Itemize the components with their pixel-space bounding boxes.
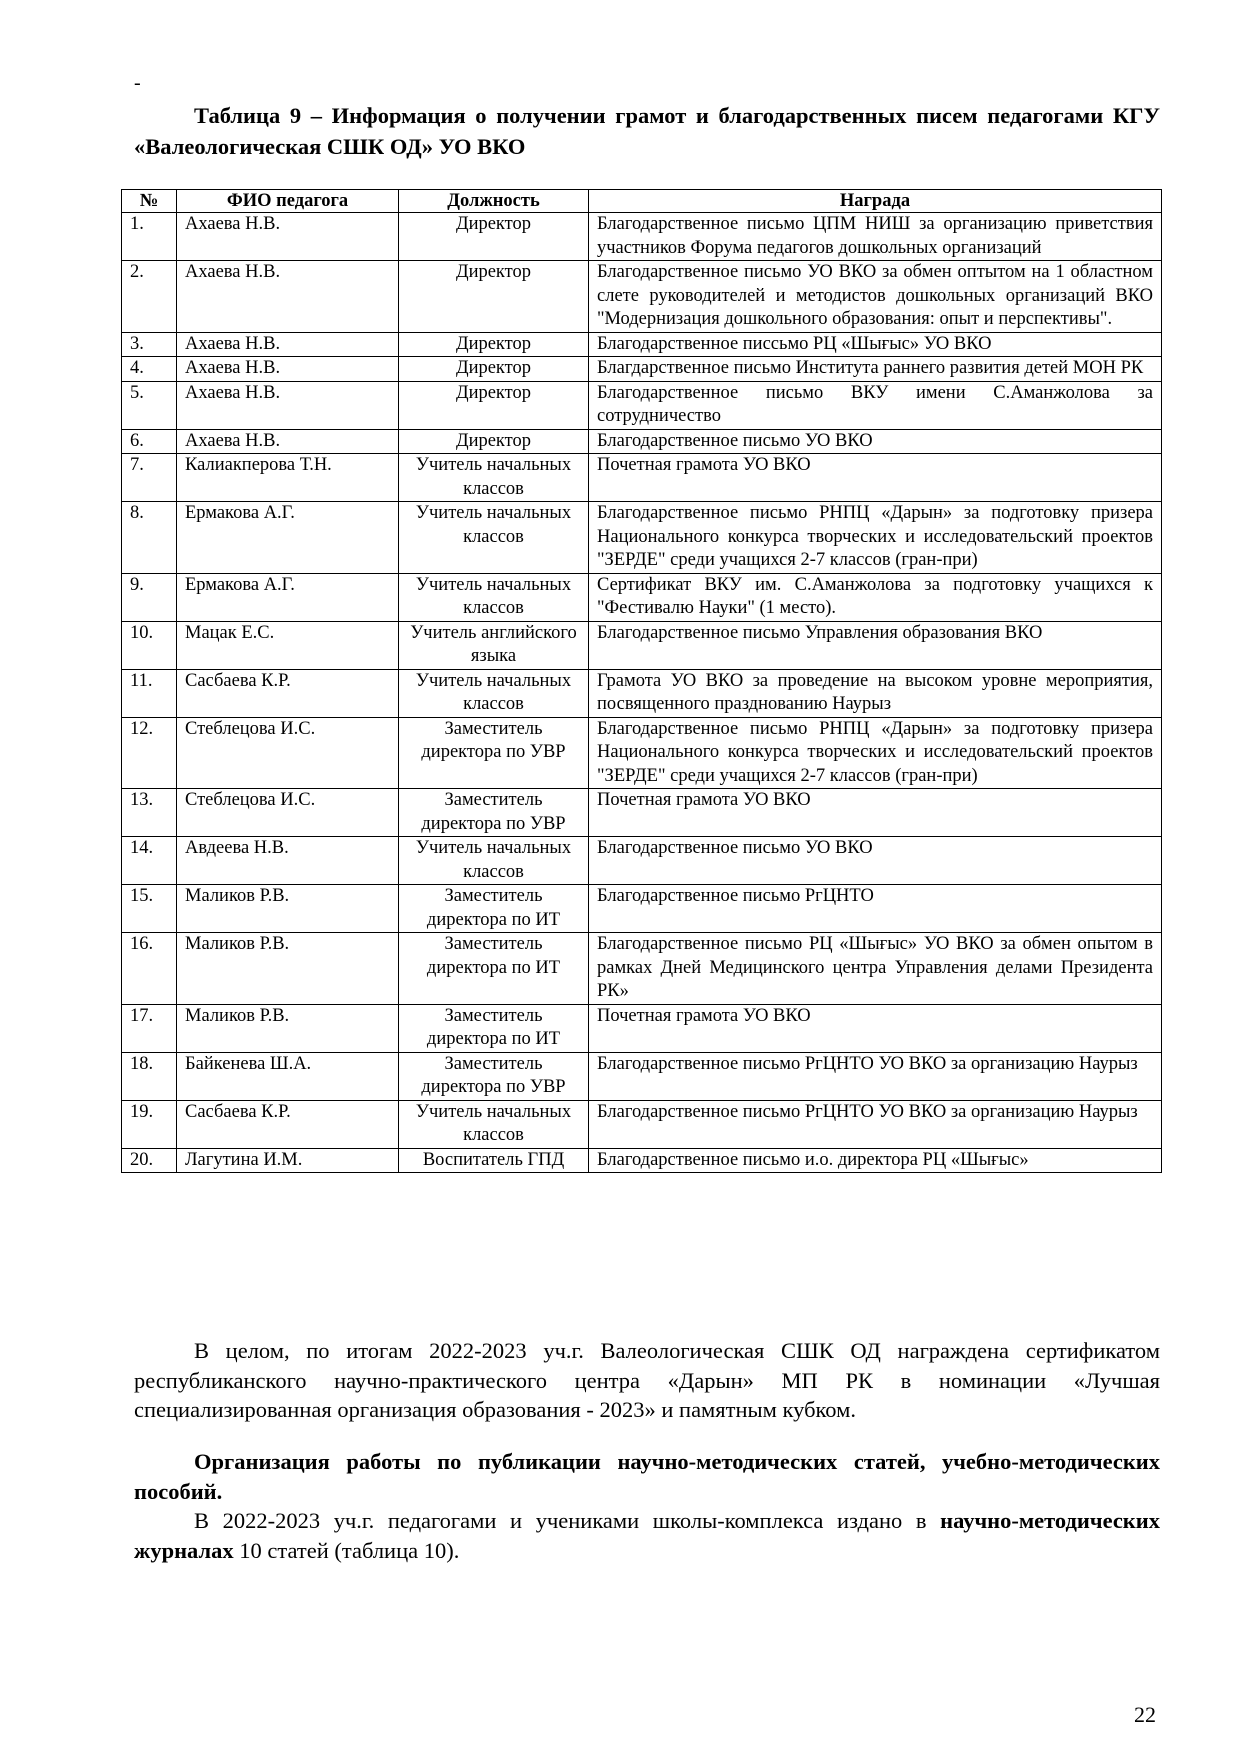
teacher-position: Директор [399, 357, 589, 382]
row-number: 18. [122, 1052, 177, 1100]
teacher-name: Ахаева Н.В. [177, 332, 399, 357]
teacher-name: Ахаева Н.В. [177, 357, 399, 382]
award-text: Благодарственное письмо РНПЦ «Дарын» за подготовку призера Национального конкурса творческих и исследовательский проектов "ЗЕРДЕ" среди учащихся 2-7 классов (гран-при) [589, 717, 1162, 789]
row-number: 14. [122, 837, 177, 885]
award-text: Благодарственное письмо УО ВКО [589, 429, 1162, 454]
awards-table [121, 189, 1162, 1173]
teacher-name: Маликов Р.В. [177, 933, 399, 1005]
award-text: Почетная грамота УО ВКО [589, 1004, 1162, 1052]
teacher-name: Авдеева Н.В. [177, 837, 399, 885]
row-number: 5. [122, 381, 177, 429]
teacher-position: Директор [399, 213, 589, 261]
teacher-name: Ахаева Н.В. [177, 261, 399, 333]
row-number: 12. [122, 717, 177, 789]
row-number: 1. [122, 213, 177, 261]
teacher-position: Заместитель директора по ИТ [399, 1004, 589, 1052]
teacher-name: Маликов Р.В. [177, 1004, 399, 1052]
teacher-position: Директор [399, 332, 589, 357]
table-row [122, 789, 1162, 837]
teacher-position: Директор [399, 381, 589, 429]
teacher-name: Стеблецова И.С. [177, 789, 399, 837]
publications-text-before: В 2022-2023 уч.г. педагогами и учениками школы-комплекса издано в [194, 1508, 941, 1533]
table-row [122, 837, 1162, 885]
awards-table-body [122, 213, 1162, 1173]
teacher-position: Заместитель директора по УВР [399, 717, 589, 789]
teacher-name: Маликов Р.В. [177, 885, 399, 933]
teacher-name: Мацак Е.С. [177, 621, 399, 669]
teacher-name: Сасбаева К.Р. [177, 1100, 399, 1148]
row-number: 11. [122, 669, 177, 717]
row-number: 8. [122, 502, 177, 574]
table-row [122, 429, 1162, 454]
teacher-position: Учитель начальных классов [399, 502, 589, 574]
teacher-name: Калиакперова Т.Н. [177, 454, 399, 502]
row-number: 4. [122, 357, 177, 382]
teacher-position: Заместитель директора по УВР [399, 1052, 589, 1100]
teacher-position: Директор [399, 261, 589, 333]
table-caption-text: Таблица 9 – Информация о получении грамот и благодарственных писем педагогами КГУ «Валеологическая СШК ОД» УО ВКО [134, 103, 1160, 159]
row-number: 19. [122, 1100, 177, 1148]
header-position: Должность [399, 190, 589, 213]
table-row [122, 502, 1162, 574]
section-heading [134, 1447, 1160, 1506]
table-row [122, 621, 1162, 669]
award-text: Сертификат ВКУ им. С.Аманжолова за подготовку учащихся к "Фестивалю Науки" (1 место). [589, 573, 1162, 621]
table-caption [134, 100, 1160, 162]
award-text: Благодарственное письмо ЦПМ НИШ за организацию приветствия участников Форума педагогов дошкольных организаций [589, 213, 1162, 261]
award-text: Благодарственное письмо РгЦНТО УО ВКО за организацию Наурыз [589, 1052, 1162, 1100]
table-row [122, 357, 1162, 382]
teacher-name: Лагутина И.М. [177, 1148, 399, 1173]
leading-dash: - [134, 72, 141, 94]
row-number: 16. [122, 933, 177, 1005]
row-number: 9. [122, 573, 177, 621]
header-name: ФИО педагога [177, 190, 399, 213]
teacher-position: Учитель начальных классов [399, 573, 589, 621]
teacher-position: Заместитель директора по ИТ [399, 885, 589, 933]
teacher-position: Учитель начальных классов [399, 1100, 589, 1148]
award-text: Благодарственное письмо РгЦНТО [589, 885, 1162, 933]
table-row [122, 381, 1162, 429]
row-number: 17. [122, 1004, 177, 1052]
award-text: Почетная грамота УО ВКО [589, 454, 1162, 502]
table-row [122, 454, 1162, 502]
teacher-name: Сасбаева К.Р. [177, 669, 399, 717]
award-text: Благодарственное письмо УО ВКО [589, 837, 1162, 885]
award-text: Благодарственное письмо РЦ «Шығыс» УО ВКО за обмен опытом в рамках Дней Медицинского центра Управления делами Президента РК» [589, 933, 1162, 1005]
section-heading-text: Организация работы по публикации научно-методических статей, учебно-методических пособий. [134, 1449, 1160, 1504]
table-row [122, 1100, 1162, 1148]
publications-text-bold: научно-методических журналах [134, 1508, 1160, 1563]
table-row [122, 933, 1162, 1005]
table-row [122, 332, 1162, 357]
award-text: Благодарственное письмо РгЦНТО УО ВКО за организацию Наурыз [589, 1100, 1162, 1148]
teacher-name: Ермакова А.Г. [177, 502, 399, 574]
publications-paragraph [134, 1506, 1160, 1565]
publications-text-after: 10 статей (таблица 10). [233, 1537, 460, 1563]
header-number: № [122, 190, 177, 213]
teacher-name: Ахаева Н.В. [177, 429, 399, 454]
teacher-name: Ермакова А.Г. [177, 573, 399, 621]
teacher-position: Учитель начальных классов [399, 669, 589, 717]
table-row [122, 717, 1162, 789]
row-number: 7. [122, 454, 177, 502]
row-number: 15. [122, 885, 177, 933]
table-row [122, 885, 1162, 933]
table-header-row [122, 190, 1162, 213]
award-text: Грамота УО ВКО за проведение на высоком уровне мероприятия, посвященного празднованию Наурыз [589, 669, 1162, 717]
teacher-name: Ахаева Н.В. [177, 381, 399, 429]
teacher-position: Заместитель директора по УВР [399, 789, 589, 837]
teacher-name: Ахаева Н.В. [177, 213, 399, 261]
teacher-position: Заместитель директора по ИТ [399, 933, 589, 1005]
row-number: 2. [122, 261, 177, 333]
table-row [122, 1052, 1162, 1100]
table-row [122, 573, 1162, 621]
teacher-position: Учитель английского языка [399, 621, 589, 669]
row-number: 10. [122, 621, 177, 669]
header-award: Награда [589, 190, 1162, 213]
award-text: Благодарственное писсьмо РЦ «Шығыс» УО ВКО [589, 332, 1162, 357]
row-number: 20. [122, 1148, 177, 1173]
award-text: Благодарственное письмо УО ВКО за обмен оптытом на 1 областном слете руководителей и методистов дошкольных организаций ВКО "Модернизация дошкольного образования: опыт и перспективы". [589, 261, 1162, 333]
table-row [122, 1148, 1162, 1173]
table-row [122, 1004, 1162, 1052]
summary-text: В целом, по итогам 2022-2023 уч.г. Валеологическая СШК ОД награждена сертификатом республиканского научно-практического центра «Дарын» МП РК в номинации «Лучшая специализированная организация образования - 2023» и памятным кубком. [134, 1338, 1160, 1422]
award-text: Благодарственное письмо ВКУ имени С.Аманжолова за сотрудничество [589, 381, 1162, 429]
table-row [122, 261, 1162, 333]
summary-paragraph [134, 1336, 1160, 1425]
award-text: Почетная грамота УО ВКО [589, 789, 1162, 837]
teacher-position: Директор [399, 429, 589, 454]
teacher-position: Воспитатель ГПД [399, 1148, 589, 1173]
row-number: 3. [122, 332, 177, 357]
award-text: Благдарственное письмо Института раннего развития детей МОН РК [589, 357, 1162, 382]
award-text: Благодарственное письмо и.о. директора РЦ «Шығыс» [589, 1148, 1162, 1173]
teacher-name: Байкенева Ш.А. [177, 1052, 399, 1100]
table-row [122, 213, 1162, 261]
award-text: Благодарственное письмо Управления образования ВКО [589, 621, 1162, 669]
table-row [122, 669, 1162, 717]
teacher-position: Учитель начальных классов [399, 454, 589, 502]
row-number: 6. [122, 429, 177, 454]
award-text: Благодарственное письмо РНПЦ «Дарын» за подготовку призера Национального конкурса творческих и исследовательский проектов "ЗЕРДЕ" среди учащихся 2-7 классов (гран-при) [589, 502, 1162, 574]
row-number: 13. [122, 789, 177, 837]
teacher-position: Учитель начальных классов [399, 837, 589, 885]
page-number: 22 [1134, 1702, 1156, 1727]
teacher-name: Стеблецова И.С. [177, 717, 399, 789]
